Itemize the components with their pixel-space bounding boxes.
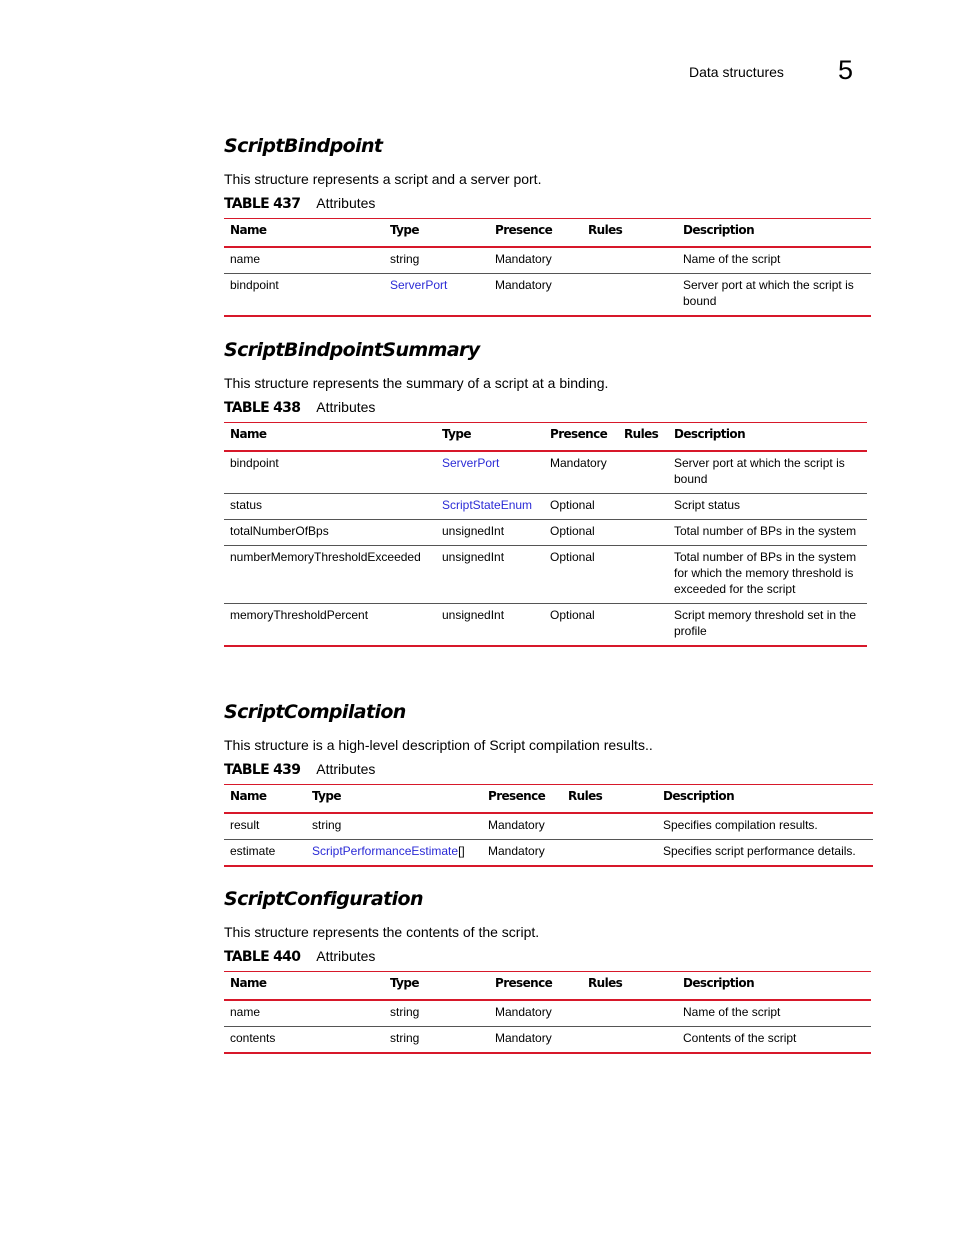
cell-presence: Optional xyxy=(544,494,618,520)
col-header-name: Name xyxy=(224,423,436,452)
cell-rules xyxy=(618,451,668,494)
array-suffix: [] xyxy=(458,844,465,858)
cell-rules xyxy=(582,1027,677,1054)
type-link-scriptperformanceestimate[interactable]: ScriptPerformanceEstimate xyxy=(312,844,459,858)
attributes-table xyxy=(224,422,867,647)
cell-presence: Mandatory xyxy=(489,1000,582,1027)
table-row xyxy=(224,247,871,274)
cell-type: string xyxy=(384,247,489,274)
col-header-presence: Presence xyxy=(489,972,582,1001)
table-header-row xyxy=(224,785,873,814)
cell-type: string xyxy=(384,1027,489,1054)
type-link-serverport[interactable]: ServerPort xyxy=(390,278,448,292)
section-scriptconfiguration xyxy=(224,888,871,1054)
chapter-number: 5 xyxy=(838,55,854,85)
table-caption-text: Attributes xyxy=(316,195,376,211)
col-header-rules: Rules xyxy=(618,423,668,452)
table-number: TABLE 440 xyxy=(224,949,301,965)
table-row xyxy=(224,451,867,494)
cell-rules xyxy=(618,604,668,647)
cell-name: bindpoint xyxy=(224,451,436,494)
table-row xyxy=(224,1000,871,1027)
cell-type xyxy=(306,840,482,867)
cell-type xyxy=(436,494,544,520)
table-caption xyxy=(224,195,871,213)
running-header-section: Data structures xyxy=(689,64,784,80)
table-caption xyxy=(224,761,873,779)
col-header-name: Name xyxy=(224,219,384,248)
cell-name: result xyxy=(224,813,306,840)
section-intro: This structure is a high-level description of Script compilation results.. xyxy=(224,737,653,753)
section-title: ScriptBindpointSummary xyxy=(224,339,480,361)
cell-type: unsignedInt xyxy=(436,520,544,546)
table-caption-text: Attributes xyxy=(316,761,376,777)
cell-presence: Mandatory xyxy=(489,274,582,317)
cell-name: contents xyxy=(224,1027,384,1054)
col-header-rules: Rules xyxy=(582,219,677,248)
col-header-type: Type xyxy=(306,785,482,814)
cell-description: Script memory threshold set in the profile xyxy=(668,604,867,647)
table-row xyxy=(224,1027,871,1054)
col-header-type: Type xyxy=(384,972,489,1001)
table-number: TABLE 439 xyxy=(224,762,301,778)
col-header-rules: Rules xyxy=(582,972,677,1001)
type-link-serverport[interactable]: ServerPort xyxy=(442,456,500,470)
table-number: TABLE 437 xyxy=(224,196,301,212)
cell-type xyxy=(436,451,544,494)
attributes-table xyxy=(224,218,871,317)
section-title: ScriptCompilation xyxy=(224,701,406,723)
cell-rules xyxy=(562,813,657,840)
cell-description: Name of the script xyxy=(677,247,871,274)
table-header-row xyxy=(224,423,867,452)
section-scriptbindpointsummary xyxy=(224,339,867,647)
cell-type: unsignedInt xyxy=(436,604,544,647)
cell-name: numberMemoryThresholdExceeded xyxy=(224,546,436,604)
cell-name: status xyxy=(224,494,436,520)
table-header-row xyxy=(224,972,871,1001)
cell-description: Name of the script xyxy=(677,1000,871,1027)
cell-presence: Optional xyxy=(544,546,618,604)
table-row xyxy=(224,813,873,840)
col-header-name: Name xyxy=(224,785,306,814)
cell-name: bindpoint xyxy=(224,274,384,317)
table-row xyxy=(224,840,873,867)
cell-presence: Mandatory xyxy=(489,247,582,274)
col-header-type: Type xyxy=(436,423,544,452)
table-row xyxy=(224,546,867,604)
col-header-description: Description xyxy=(677,972,871,1001)
table-number: TABLE 438 xyxy=(224,400,301,416)
col-header-rules: Rules xyxy=(562,785,657,814)
col-header-description: Description xyxy=(677,219,871,248)
cell-type: string xyxy=(384,1000,489,1027)
cell-presence: Optional xyxy=(544,520,618,546)
section-scriptbindpoint xyxy=(224,135,871,317)
cell-description: Specifies compilation results. xyxy=(657,813,873,840)
section-intro: This structure represents a script and a server port. xyxy=(224,171,542,187)
col-header-presence: Presence xyxy=(544,423,618,452)
cell-name: memoryThresholdPercent xyxy=(224,604,436,647)
cell-presence: Optional xyxy=(544,604,618,647)
col-header-presence: Presence xyxy=(489,219,582,248)
cell-name: name xyxy=(224,247,384,274)
section-intro: This structure represents the contents of the script. xyxy=(224,924,540,940)
table-caption xyxy=(224,948,871,966)
col-header-name: Name xyxy=(224,972,384,1001)
cell-description: Server port at which the script is bound xyxy=(677,274,871,317)
cell-name: estimate xyxy=(224,840,306,867)
table-row xyxy=(224,520,867,546)
table-row xyxy=(224,274,871,317)
table-header-row xyxy=(224,219,871,248)
table-row xyxy=(224,494,867,520)
section-scriptcompilation xyxy=(224,701,873,867)
table-caption xyxy=(224,399,867,417)
cell-description: Total number of BPs in the system for which the memory threshold is exceeded for the script xyxy=(668,546,867,604)
section-intro: This structure represents the summary of a script at a binding. xyxy=(224,375,609,391)
cell-rules xyxy=(582,1000,677,1027)
table-caption-text: Attributes xyxy=(316,948,376,964)
cell-description: Script status xyxy=(668,494,867,520)
cell-rules xyxy=(582,247,677,274)
cell-description: Specifies script performance details. xyxy=(657,840,873,867)
cell-name: totalNumberOfBps xyxy=(224,520,436,546)
col-header-type: Type xyxy=(384,219,489,248)
cell-rules xyxy=(562,840,657,867)
cell-description: Total number of BPs in the system xyxy=(668,520,867,546)
cell-presence: Mandatory xyxy=(482,813,562,840)
section-title: ScriptBindpoint xyxy=(224,135,383,157)
attributes-table xyxy=(224,784,873,867)
cell-presence: Mandatory xyxy=(489,1027,582,1054)
cell-rules xyxy=(618,546,668,604)
cell-presence: Mandatory xyxy=(482,840,562,867)
col-header-presence: Presence xyxy=(482,785,562,814)
cell-rules xyxy=(618,494,668,520)
cell-type xyxy=(384,274,489,317)
section-title: ScriptConfiguration xyxy=(224,888,423,910)
cell-description: Contents of the script xyxy=(677,1027,871,1054)
table-row xyxy=(224,604,867,647)
type-link-scriptstateenum[interactable]: ScriptStateEnum xyxy=(442,498,533,512)
col-header-description: Description xyxy=(668,423,867,452)
table-caption-text: Attributes xyxy=(316,399,376,415)
col-header-description: Description xyxy=(657,785,873,814)
cell-rules xyxy=(618,520,668,546)
cell-description: Server port at which the script is bound xyxy=(668,451,867,494)
cell-rules xyxy=(582,274,677,317)
cell-name: name xyxy=(224,1000,384,1027)
attributes-table xyxy=(224,971,871,1054)
cell-presence: Mandatory xyxy=(544,451,618,494)
cell-type: string xyxy=(306,813,482,840)
cell-type: unsignedInt xyxy=(436,546,544,604)
